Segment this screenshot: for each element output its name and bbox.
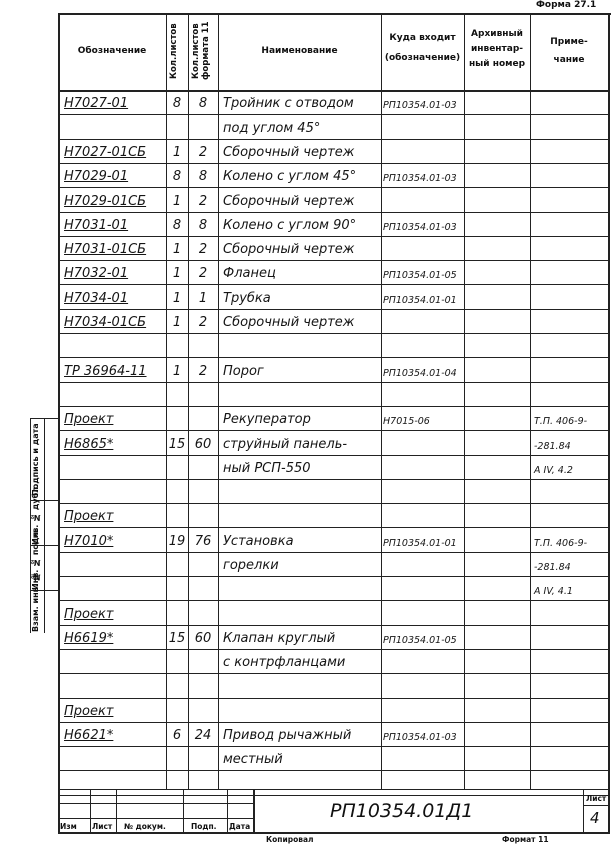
cell-sheets: 8 bbox=[172, 218, 182, 233]
row-divider bbox=[58, 673, 610, 674]
stamp-col-2 bbox=[116, 789, 117, 832]
cell-format11: 76 bbox=[194, 534, 212, 549]
row-divider bbox=[58, 406, 610, 407]
stamp-col-5 bbox=[253, 789, 255, 832]
cell-format11: 2 bbox=[198, 242, 208, 257]
frame-top bbox=[58, 13, 611, 15]
row-divider bbox=[58, 698, 610, 699]
stamp-data: Дата bbox=[229, 822, 251, 831]
cell-where: РП10354.01-03 bbox=[383, 173, 457, 184]
sheet-number: 4 bbox=[590, 809, 600, 827]
cell-name: Тройник с отводом bbox=[223, 96, 354, 111]
cell-sheets: 1 bbox=[172, 242, 182, 257]
cell-note: -281.84 bbox=[534, 562, 571, 573]
cell-name: горелки bbox=[223, 558, 279, 573]
row-divider bbox=[58, 503, 610, 504]
header-archive-1: Архивный bbox=[471, 29, 523, 39]
row-divider bbox=[58, 212, 610, 213]
cell-where: Н7015-06 bbox=[383, 416, 430, 427]
cell-format11: 8 bbox=[198, 169, 208, 184]
frame-bottom bbox=[58, 832, 610, 834]
cell-format11: 2 bbox=[198, 364, 208, 379]
cell-sheets: 15 bbox=[168, 437, 186, 452]
cell-format11: 8 bbox=[198, 96, 208, 111]
cell-designation: Проект bbox=[64, 509, 114, 524]
stamp-row-2 bbox=[58, 818, 253, 819]
cell-sheets: 19 bbox=[168, 534, 186, 549]
stamp-row-1 bbox=[58, 803, 253, 804]
cell-name: под углом 45° bbox=[223, 121, 321, 136]
cell-name: Сборочный чертеж bbox=[223, 315, 355, 330]
row-divider bbox=[58, 430, 610, 431]
cell-name: Фланец bbox=[223, 266, 276, 281]
cell-name: местный bbox=[223, 752, 283, 767]
cell-format11: 60 bbox=[194, 437, 212, 452]
cell-sheets: 1 bbox=[172, 145, 182, 160]
cell-designation: Н7034-01СБ bbox=[64, 315, 147, 330]
stamp-col-1 bbox=[90, 789, 91, 832]
row-divider bbox=[58, 382, 610, 383]
cell-sheets: 8 bbox=[172, 169, 182, 184]
header-archive-3: ный номер bbox=[468, 59, 526, 69]
stamp-izm: Изм bbox=[60, 822, 77, 831]
header-where-2: (обозначение) bbox=[384, 53, 461, 63]
row-divider bbox=[58, 576, 610, 577]
cell-name: Привод рычажный bbox=[223, 728, 352, 743]
side-strip-line-2 bbox=[44, 418, 45, 633]
header-archive-2: инвентар- bbox=[470, 44, 523, 54]
row-divider bbox=[58, 479, 610, 480]
cell-where: РП10354.01-01 bbox=[383, 295, 457, 306]
header-format11: Кол.листов формата 11 bbox=[191, 21, 211, 81]
cell-format11: 1 bbox=[198, 291, 208, 306]
cell-designation: Н7027-01 bbox=[64, 96, 129, 111]
cell-format11: 60 bbox=[194, 631, 212, 646]
cell-sheets: 6 bbox=[172, 728, 182, 743]
cell-name: Колено с углом 45° bbox=[223, 169, 357, 184]
side-label-inv-orig: Инв. № подл. bbox=[31, 528, 40, 590]
cell-name: Трубка bbox=[223, 291, 271, 306]
row-divider bbox=[58, 625, 610, 626]
stamp-doc-no: № докум. bbox=[124, 822, 166, 831]
stamp-podp: Подп. bbox=[191, 822, 217, 831]
cell-name: Сборочный чертеж bbox=[223, 194, 355, 209]
cell-sheets: 8 bbox=[172, 96, 182, 111]
header-note-1: Приме- bbox=[550, 37, 588, 47]
cell-format11: 8 bbox=[198, 218, 208, 233]
row-divider bbox=[58, 284, 610, 285]
cell-where: РП10354.01-01 bbox=[383, 538, 457, 549]
cell-where: РП10354.01-05 bbox=[383, 635, 457, 646]
cell-sheets: 1 bbox=[172, 194, 182, 209]
cell-name: струйный панель- bbox=[223, 437, 348, 452]
stamp-list: Лист bbox=[92, 822, 113, 831]
cell-designation: Проект bbox=[64, 607, 114, 622]
stamp-sheet-sep bbox=[583, 805, 610, 806]
row-divider bbox=[58, 357, 610, 358]
cell-designation: Н6865* bbox=[64, 437, 114, 452]
cell-format11: 2 bbox=[198, 145, 208, 160]
cell-name: Колено с углом 90° bbox=[223, 218, 357, 233]
cell-note: А IV, 4.1 bbox=[534, 586, 573, 597]
cell-note: -281.84 bbox=[534, 441, 571, 452]
cell-name: Сборочный чертеж bbox=[223, 145, 355, 160]
cell-designation: Н7031-01 bbox=[64, 218, 129, 233]
cell-name: Сборочный чертеж bbox=[223, 242, 355, 257]
stamp-col-4 bbox=[227, 789, 228, 832]
cell-sheets: 1 bbox=[172, 266, 182, 281]
cell-designation: ТР 36964-11 bbox=[64, 364, 147, 379]
row-divider bbox=[58, 455, 610, 456]
cell-name: с контрфланцами bbox=[223, 655, 346, 670]
cell-designation: Н7029-01 bbox=[64, 169, 129, 184]
cell-designation: Н7032-01 bbox=[64, 266, 129, 281]
stamp-format: Формат 11 bbox=[502, 835, 549, 844]
row-divider bbox=[58, 649, 610, 650]
cell-where: РП10354.01-03 bbox=[383, 732, 457, 743]
header-name: Наименование bbox=[261, 46, 338, 56]
cell-sheets: 1 bbox=[172, 315, 182, 330]
side-label-replace-inv: Взам. инв. № bbox=[31, 572, 40, 632]
header-note-2: чание bbox=[553, 55, 585, 65]
cell-designation: Н6619* bbox=[64, 631, 114, 646]
cell-where: РП10354.01-05 bbox=[383, 270, 457, 281]
row-divider bbox=[58, 114, 610, 115]
row-divider bbox=[58, 260, 610, 261]
side-label-inv-dub: Инв. № дубл. bbox=[31, 483, 40, 545]
cell-format11: 2 bbox=[198, 194, 208, 209]
cell-designation: Н7034-01 bbox=[64, 291, 129, 306]
row-divider bbox=[58, 552, 610, 553]
row-divider bbox=[58, 139, 610, 140]
cell-name: Установка bbox=[223, 534, 294, 549]
stamp-col-6 bbox=[583, 789, 584, 832]
cell-format11: 24 bbox=[194, 728, 212, 743]
cell-name: ный РСП-550 bbox=[223, 461, 311, 476]
cell-designation: Н7027-01СБ bbox=[64, 145, 147, 160]
cell-format11: 2 bbox=[198, 266, 208, 281]
cell-format11: 2 bbox=[198, 315, 208, 330]
stamp-sheet-label: Лист bbox=[586, 794, 607, 803]
document-number: РП10354.01Д1 bbox=[330, 800, 474, 822]
header-sheets: Кол.листов bbox=[169, 23, 179, 79]
row-divider bbox=[58, 770, 610, 771]
cell-designation: Н7031-01СБ bbox=[64, 242, 147, 257]
cell-name: Порог bbox=[223, 364, 264, 379]
cell-note: Т.П. 406-9- bbox=[534, 538, 588, 549]
row-divider bbox=[58, 600, 610, 601]
row-divider bbox=[58, 722, 610, 723]
row-divider bbox=[58, 309, 610, 310]
cell-designation: Проект bbox=[64, 704, 114, 719]
cell-name: Клапан круглый bbox=[223, 631, 336, 646]
cell-where: РП10354.01-03 bbox=[383, 100, 457, 111]
frame-left bbox=[58, 13, 60, 833]
form-label: Форма 27.1 bbox=[536, 0, 597, 10]
cell-name: Рекуператор bbox=[223, 412, 311, 427]
header-divider bbox=[58, 90, 610, 92]
cell-designation: Н7029-01СБ bbox=[64, 194, 147, 209]
cell-where: РП10354.01-04 bbox=[383, 368, 457, 379]
cell-note: Т.П. 406-9- bbox=[534, 416, 588, 427]
row-divider bbox=[58, 187, 610, 188]
header-where-1: Куда входит bbox=[389, 33, 456, 43]
side-strip-sep-1 bbox=[30, 418, 58, 419]
cell-sheets: 15 bbox=[168, 631, 186, 646]
row-divider bbox=[58, 527, 610, 528]
cell-where: РП10354.01-03 bbox=[383, 222, 457, 233]
cell-sheets: 1 bbox=[172, 364, 182, 379]
cell-sheets: 1 bbox=[172, 291, 182, 306]
stamp-col-3 bbox=[183, 789, 184, 832]
cell-designation: Проект bbox=[64, 412, 114, 427]
row-divider bbox=[58, 163, 610, 164]
row-divider bbox=[58, 746, 610, 747]
cell-designation: Н6621* bbox=[64, 728, 114, 743]
row-divider bbox=[58, 333, 610, 334]
cell-note: А IV, 4.2 bbox=[534, 465, 573, 476]
side-label-sign-date: Подпись и дата bbox=[31, 423, 40, 497]
stamp-copied: Копировал bbox=[266, 835, 314, 844]
header-designation: Обозначение bbox=[77, 46, 147, 56]
row-divider bbox=[58, 795, 610, 796]
stamp-top bbox=[58, 789, 610, 790]
row-divider bbox=[58, 236, 610, 237]
cell-designation: Н7010* bbox=[64, 534, 114, 549]
